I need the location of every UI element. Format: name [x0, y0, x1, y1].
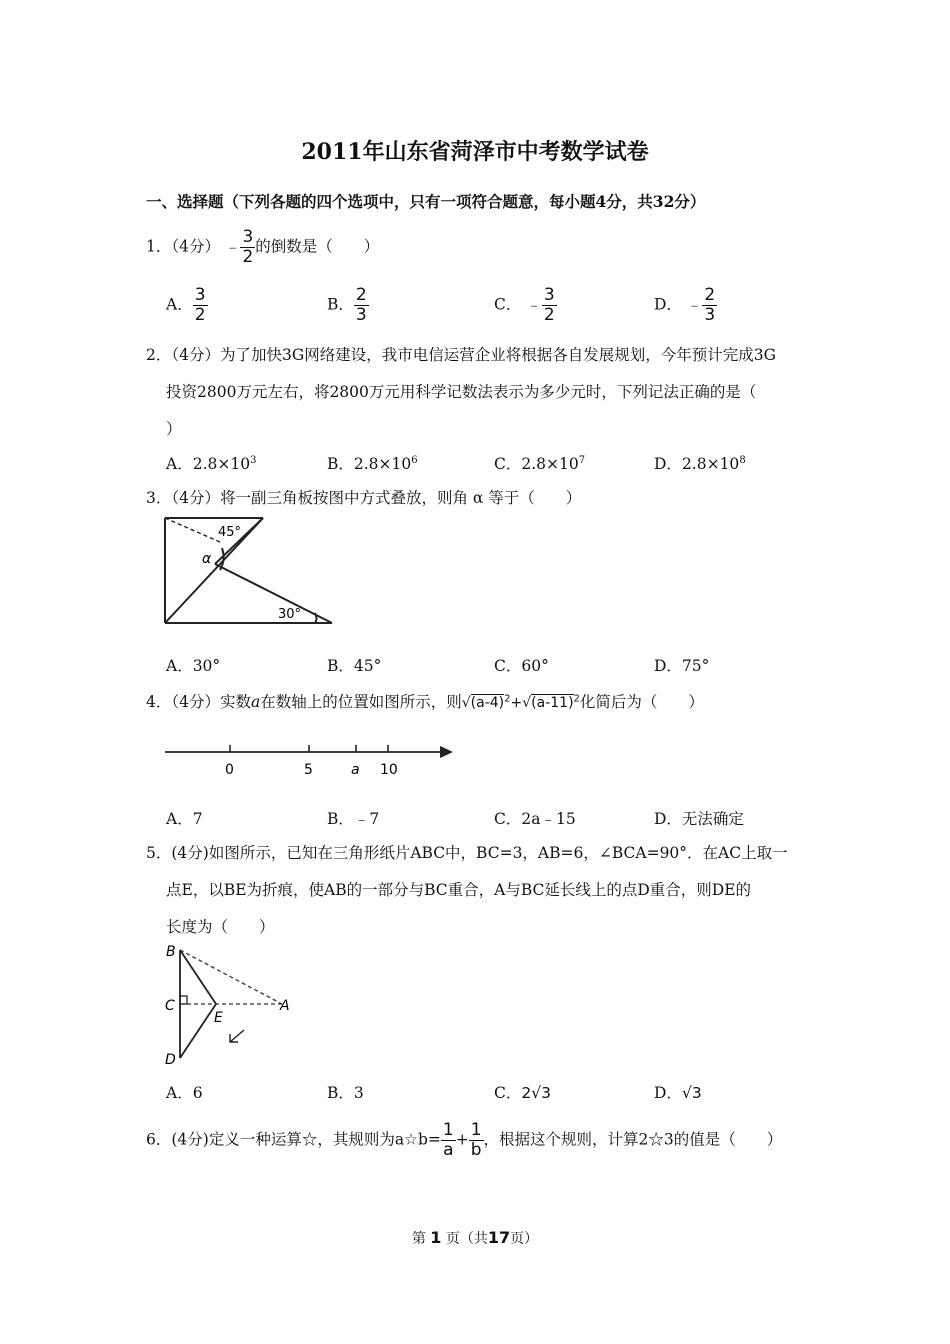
axis-label-10: 10 [380, 762, 398, 778]
question-5-line-1: 5．(4分)如图所示，已知在三角形纸片ABC中，BC=3，AB=6，∠BCA=90°．在AC上取一 [146, 844, 788, 862]
q3-option-c: C．60° [494, 657, 549, 675]
q5-option-d: D．√3 [654, 1084, 702, 1102]
q5-option-c: C．2√3 [494, 1084, 551, 1102]
section-heading: 一、选择题（下列各题的四个选项中，只有一项符合题意，每小题4分，共32分） [146, 192, 706, 211]
fraction: $\frac{1}{a}$ [442, 1120, 454, 1160]
q5-label-d: D [165, 1052, 176, 1068]
q3-option-b: B．45° [327, 657, 382, 675]
q1-option-d: D． ﹣ $\frac{2}{3}$ [654, 285, 716, 325]
q3-angle-45: 45° [218, 525, 242, 540]
q3-angle-30: 30° [278, 607, 302, 622]
q4-option-b: B．﹣7 [327, 810, 380, 828]
radical-expression: $√(a-4)^2+√(a-11)^2$ [461, 693, 580, 711]
q5-option-a: A．6 [166, 1084, 203, 1102]
q4-number-line [163, 740, 458, 780]
axis-label-a: a [351, 762, 360, 778]
question-5-line-2: 点E，以BE为折痕，使AB的一部分与BC重合，A与BC延长线上的点D重合，则DE的 [166, 881, 752, 899]
q3-angle-alpha: α [202, 551, 212, 567]
q1-option-b: B． $\frac{2}{3}$ [327, 285, 367, 325]
q5-label-b: B [166, 944, 176, 960]
fraction: $\frac{1}{b}$ [470, 1120, 482, 1160]
question-5-line-3: 长度为（ ） [166, 918, 275, 936]
axis-label-5: 5 [304, 762, 313, 778]
page-title: 2011年山东省菏泽市中考数学试卷 [301, 139, 649, 165]
q3-option-a: A．30° [166, 657, 221, 675]
q4-option-c: C．2a﹣15 [494, 810, 576, 828]
q4-option-a: A．7 [166, 810, 203, 828]
q1-option-c: C． ﹣ $\frac{3}{2}$ [494, 285, 555, 325]
q3-option-d: D．75° [654, 657, 710, 675]
question-2-line-3: ） [166, 420, 182, 438]
page-footer: 第 1 页（共17页） [411, 1228, 539, 1247]
q2-option-c: C．$2.8\times 10^7$ [494, 454, 586, 473]
question-4: 4．（4分）实数a在数轴上的位置如图所示，则$√(a-4)^2+√(a-11)^2$化简后为（ ） [146, 693, 704, 711]
q5-option-b: B．3 [327, 1084, 364, 1102]
question-2-line-1: 2．（4分）为了加快3G网络建设，我市电信运营企业将根据各自发展规划，今年预计完成3G [146, 346, 776, 364]
q5-label-c: C [165, 998, 175, 1014]
question-6: 6．(4分)定义一种运算☆，其规则为a☆b= $\frac{1}{a}$ + $\frac{1}{b}$ ，根据这个规则，计算2☆3的值是（ ） [146, 1120, 783, 1160]
q4-option-d: D．无法确定 [654, 810, 744, 828]
q5-fold-figure [160, 940, 300, 1068]
fraction: $\frac{3}{2}$ [242, 227, 254, 267]
question-3: 3．（4分）将一副三角板按图中方式叠放，则角 α 等于（ ） [146, 489, 582, 507]
q5-label-a: A [280, 998, 290, 1014]
question-2-line-2: 投资2800万元左右，将2800万元用科学记数法表示为多少元时，下列记法正确的是（ [166, 383, 757, 401]
q3-triangle-figure [160, 512, 340, 630]
q2-option-d: D．$2.8\times 10^8$ [654, 454, 746, 473]
question-1: 1．（4分） ﹣ $\frac{3}{2}$ 的倒数是（ ） [146, 227, 380, 267]
q2-option-a: A．$2.8\times 10^3$ [166, 454, 257, 473]
q1-option-a: A． $\frac{3}{2}$ [166, 285, 206, 325]
axis-label-0: 0 [225, 762, 234, 778]
q2-option-b: B．$2.8\times 10^6$ [327, 454, 418, 473]
q5-label-e: E [214, 1010, 223, 1026]
